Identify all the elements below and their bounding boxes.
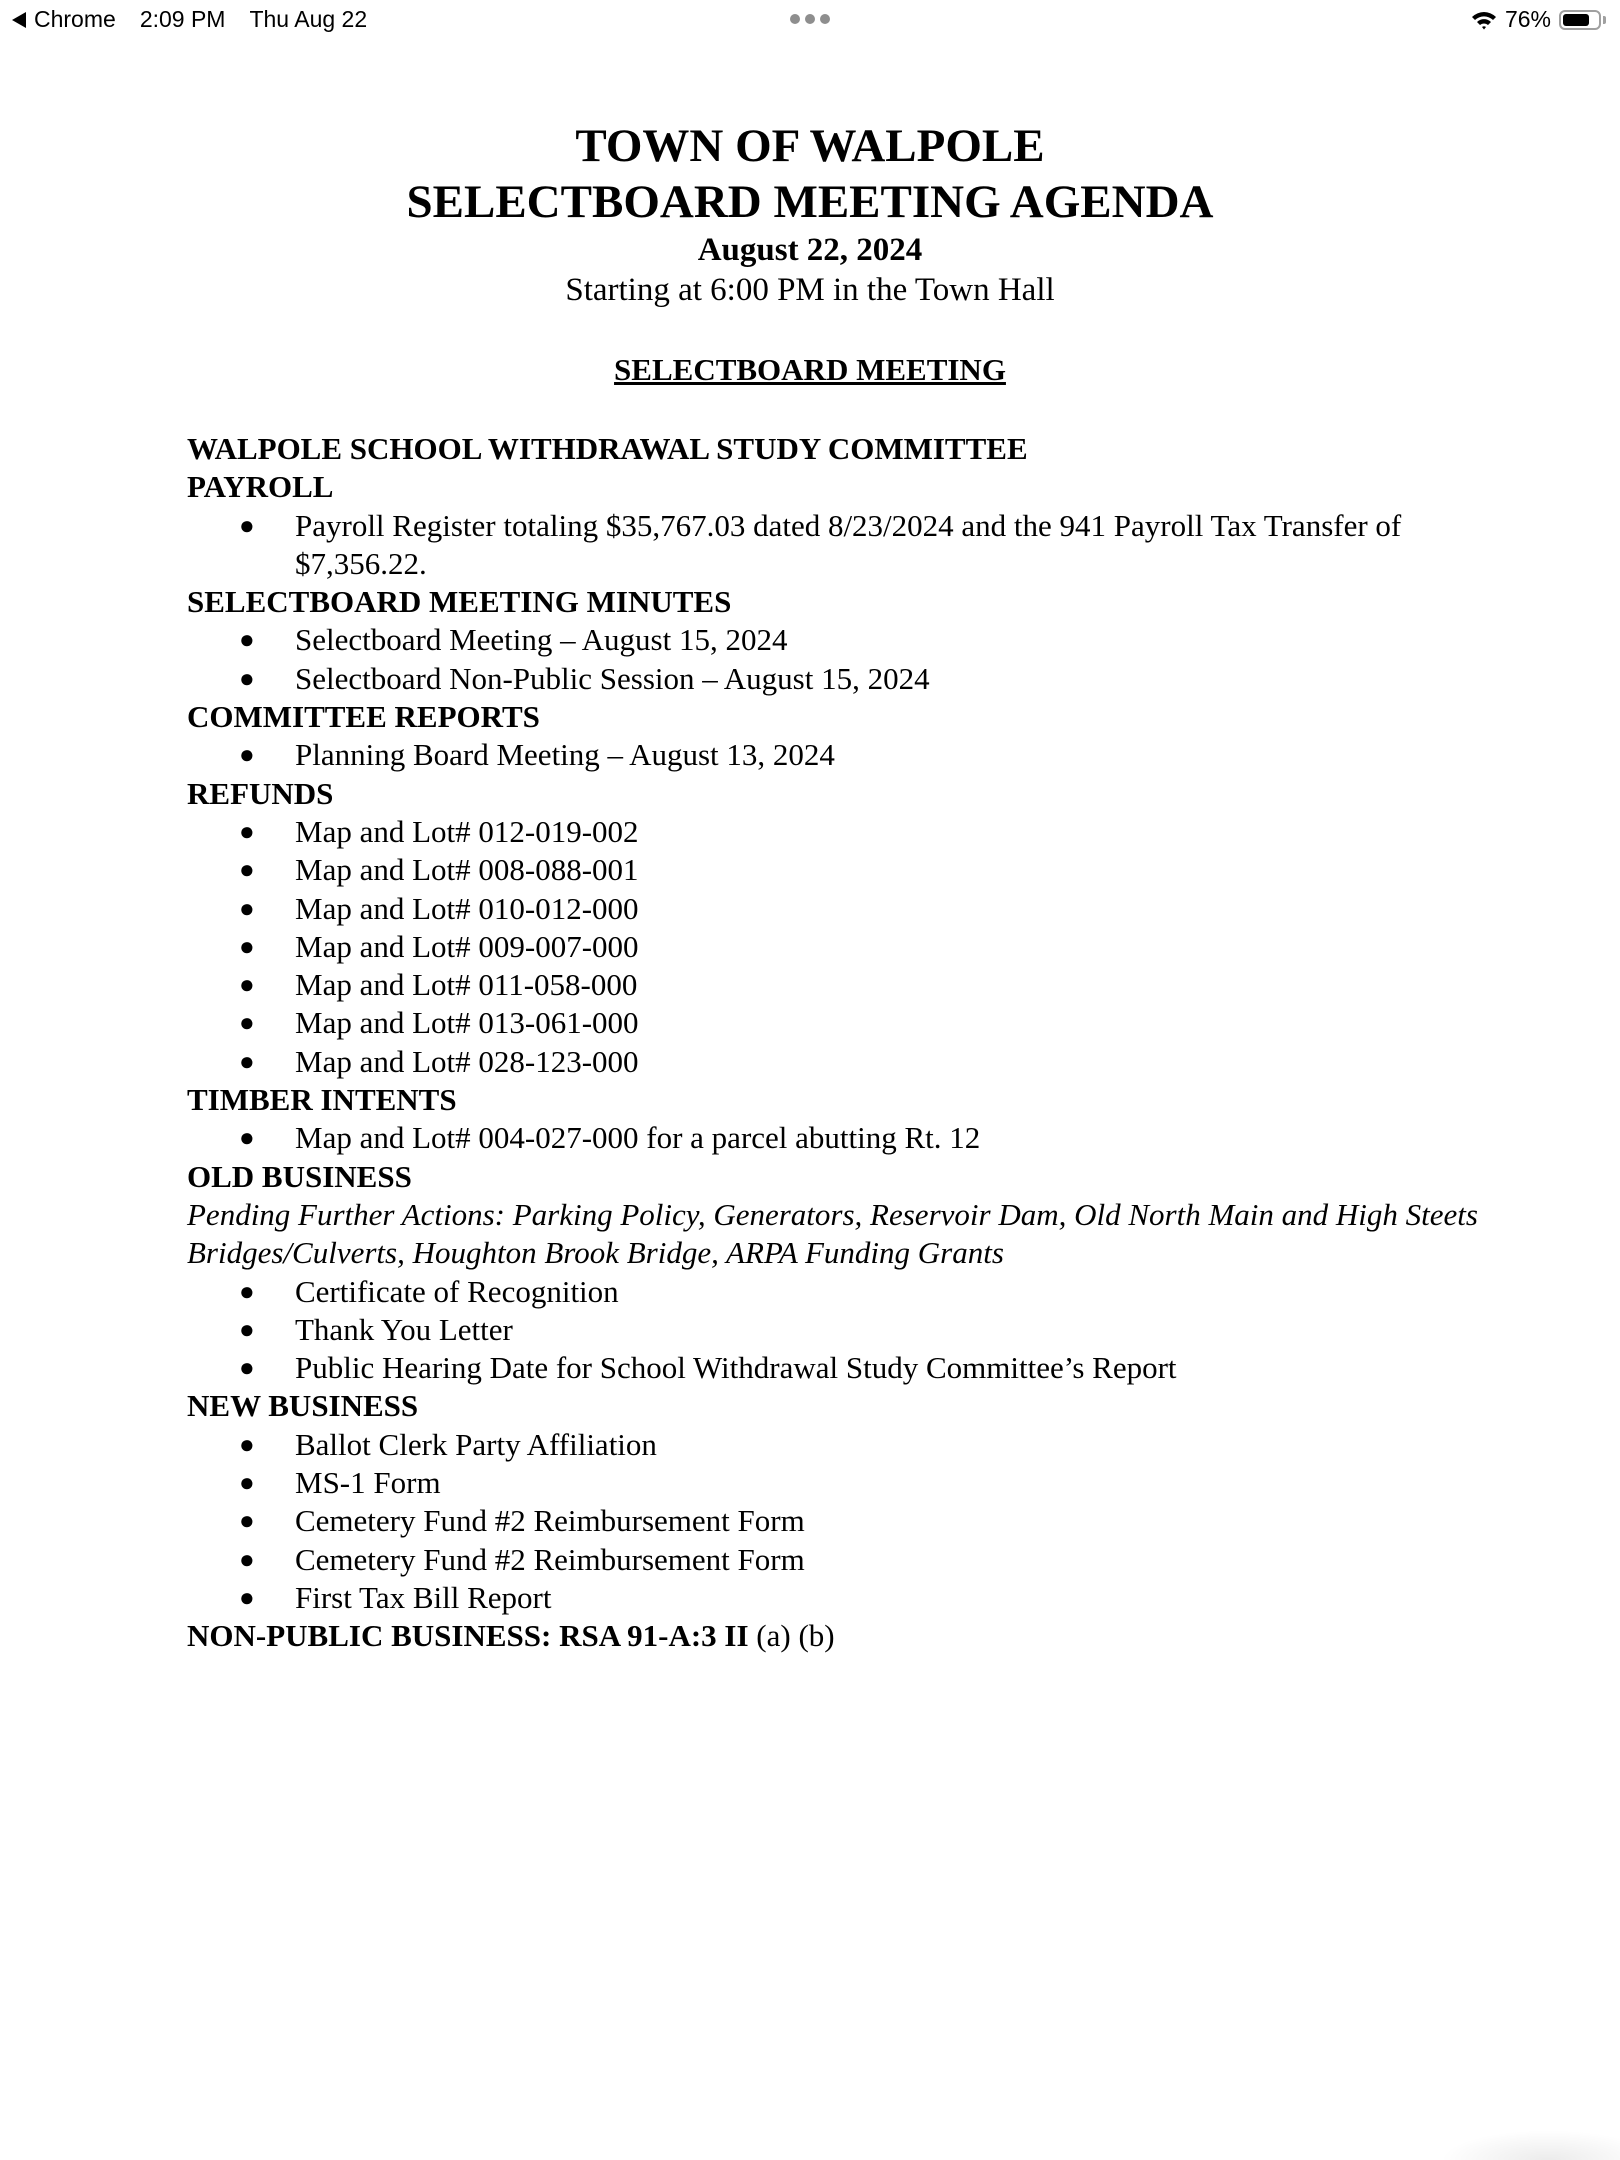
agenda-item (187, 966, 1487, 1004)
agenda-section-heading: PAYROLL (187, 469, 334, 505)
bullet-icon: ● (239, 816, 255, 846)
agenda-item-text: First Tax Bill Report (295, 1579, 552, 1615)
agenda-section-heading: COMMITTEE REPORTS (187, 699, 540, 735)
agenda-item (187, 660, 1487, 698)
agenda-item-text: Certificate of Recognition (295, 1273, 619, 1309)
agenda-section (187, 583, 1487, 698)
agenda-item-text: Map and Lot# 004-027-000 for a parcel abutting Rt. 12 (295, 1120, 981, 1156)
agenda-section-heading: TIMBER INTENTS (187, 1082, 457, 1118)
agenda-body (187, 430, 1487, 1656)
agenda-item-text: MS-1 Form (295, 1465, 441, 1501)
agenda-item (187, 890, 1487, 928)
agenda-section-heading: NEW BUSINESS (187, 1388, 419, 1424)
status-right (1471, 6, 1606, 33)
agenda-item (187, 813, 1487, 851)
agenda-item (187, 1119, 1487, 1157)
status-time: 2:09 PM (139, 6, 226, 32)
status-bar (0, 0, 1620, 40)
bullet-icon: ● (239, 931, 255, 961)
agenda-item (187, 851, 1487, 889)
bullet-icon: ● (239, 1123, 255, 1153)
agenda-item-text: Cemetery Fund #2 Reimbursement Form (295, 1541, 805, 1577)
battery-level-fill (1563, 14, 1589, 26)
agenda-section (187, 1387, 1487, 1617)
agenda-item (187, 1579, 1487, 1617)
bullet-icon: ● (239, 1008, 255, 1038)
agenda-section (187, 1158, 1487, 1388)
battery-percent: 76% (1504, 6, 1551, 32)
agenda-item-text: Map and Lot# 010-012-000 (295, 890, 639, 926)
agenda-item-text: Map and Lot# 012-019-002 (295, 813, 639, 849)
bullet-icon: ● (239, 1353, 255, 1383)
bullet-icon: ● (239, 1468, 255, 1498)
agenda-item-text: Map and Lot# 011-058-000 (295, 967, 638, 1003)
bullet-icon: ● (239, 510, 255, 540)
bullet-icon: ● (239, 970, 255, 1000)
bullet-icon: ● (239, 1046, 255, 1076)
agenda-item (187, 507, 1487, 584)
status-left (12, 6, 367, 33)
bullet-icon: ● (239, 1582, 255, 1612)
agenda-section-heading: WALPOLE SCHOOL WITHDRAWAL STUDY COMMITTEE (187, 431, 1028, 466)
agenda-item-text: Payroll Register totaling $35,767.03 dated 8/23/2024 and the 941 Payroll Tax Transfer of $7,356.22. (295, 507, 1402, 581)
agenda-item (187, 1541, 1487, 1579)
meeting-date: August 22, 2024 (697, 232, 923, 268)
agenda-section-heading: OLD BUSINESS (187, 1158, 412, 1194)
section-heading: SELECTBOARD MEETING (614, 352, 1006, 387)
agenda-item (187, 1464, 1487, 1502)
agenda-section (187, 430, 1487, 468)
agenda-item (187, 1502, 1487, 1540)
agenda-section-heading: REFUNDS (187, 775, 334, 811)
agenda-item-text: Map and Lot# 028-123-000 (295, 1043, 639, 1079)
wifi-icon (1471, 10, 1497, 30)
bullet-icon: ● (239, 740, 255, 770)
agenda-item-text: Map and Lot# 008-088-001 (295, 852, 639, 888)
meeting-start-info: Starting at 6:00 PM in the Town Hall (565, 272, 1055, 308)
status-date: Thu Aug 22 (249, 6, 368, 32)
back-to-app-link[interactable]: Chrome (34, 6, 116, 32)
agenda-item (187, 1311, 1487, 1349)
agenda-section-heading: SELECTBOARD MEETING MINUTES (187, 584, 732, 620)
non-public-label: NON-PUBLIC BUSINESS: RSA 91-A:3 II (187, 1618, 749, 1654)
battery-tip (1603, 16, 1606, 24)
agenda-item (187, 1004, 1487, 1042)
agenda-item (187, 928, 1487, 966)
agenda-item-text: Cemetery Fund #2 Reimbursement Form (295, 1503, 805, 1539)
agenda-item-text: Selectboard Meeting – August 15, 2024 (295, 622, 788, 658)
agenda-item-text: Ballot Clerk Party Affiliation (295, 1426, 657, 1462)
agenda-item-text: Map and Lot# 013-061-000 (295, 1005, 639, 1041)
agenda-item-text: Selectboard Non-Public Session – August 15, 2024 (295, 660, 930, 696)
non-public-business (187, 1617, 1487, 1655)
title-block (0, 118, 1620, 310)
agenda-item-text: Public Hearing Date for School Withdrawal Study Committee’s Report (295, 1350, 1177, 1386)
bullet-icon: ● (239, 1276, 255, 1306)
bullet-icon: ● (239, 663, 255, 693)
agenda-item (187, 1273, 1487, 1311)
home-indicator-shadow (1440, 2130, 1620, 2160)
bullet-icon: ● (239, 893, 255, 923)
bullet-icon: ● (239, 1429, 255, 1459)
bullet-icon: ● (239, 625, 255, 655)
agenda-section (187, 698, 1487, 775)
agenda-item-text: Planning Board Meeting – August 13, 2024 (295, 737, 835, 773)
agenda-section (187, 775, 1487, 1081)
pending-actions-note: Pending Further Actions: Parking Policy, Generators, Reservoir Dam, Old North Main and High Steets Bridges/Culverts, Houghton Brook Bridge, ARPA Funding Grants (187, 1196, 1478, 1271)
agenda-item (187, 1426, 1487, 1464)
agenda-item-text: Map and Lot# 009-007-000 (295, 928, 639, 964)
back-arrow-icon[interactable] (12, 12, 26, 28)
bullet-icon: ● (239, 855, 255, 885)
agenda-section (187, 468, 1487, 583)
battery-icon (1559, 10, 1601, 30)
bullet-icon: ● (239, 1506, 255, 1536)
non-public-suffix: (a) (b) (748, 1618, 835, 1654)
agenda-section (187, 1081, 1487, 1158)
document-title-agenda: SELECTBOARD MEETING AGENDA (406, 176, 1214, 228)
more-dots-icon[interactable] (790, 14, 830, 24)
agenda-item (187, 1043, 1487, 1081)
bullet-icon: ● (239, 1314, 255, 1344)
agenda-item (187, 621, 1487, 659)
agenda-item-text: Thank You Letter (295, 1311, 513, 1347)
document-title-town: TOWN OF WALPOLE (575, 120, 1045, 172)
agenda-item (187, 736, 1487, 774)
agenda-item (187, 1349, 1487, 1387)
bullet-icon: ● (239, 1544, 255, 1574)
